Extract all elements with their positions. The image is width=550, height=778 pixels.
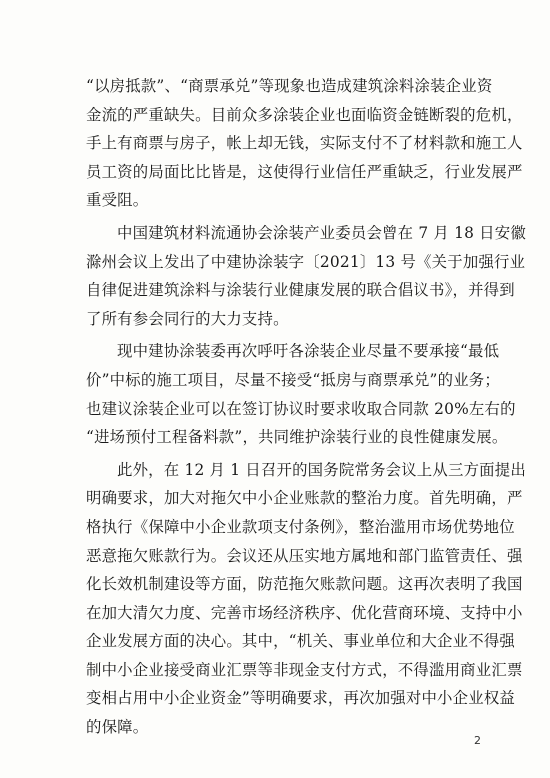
text-line: 此外，在 12 月 1 日召开的国务院常务会议上从三方面提出 bbox=[117, 460, 526, 479]
text-line: 变相占用中小企业资金”等明确要求，再次加强对中小企业权益 bbox=[86, 689, 516, 708]
text-line: 现中建协涂装委再次呼吁各涂装企业尽量不要承接“最低 bbox=[117, 342, 500, 361]
text-line: 企业发展方面的决心。其中，“机关、事业单位和大企业不得强 bbox=[86, 632, 516, 651]
text-line: 格执行《保障中小企业款项支付条例》，整治滥用市场优势地位 bbox=[86, 517, 515, 536]
text-line: 自律促进建筑涂料与涂装行业健康发展的联合倡议书》，并得到 bbox=[86, 281, 515, 300]
text-line: “进场预付工程备料款”，共同维护涂装行业的良性健康发展。 bbox=[86, 428, 508, 447]
document-body bbox=[86, 72, 526, 746]
text-line: 价”中标的施工项目，尽量不接受“抵房与商票承兑”的业务； bbox=[86, 370, 500, 389]
text-line: 金流的严重缺失。目前众多涂装企业也面临资金链断裂的危机， bbox=[86, 105, 523, 124]
text-line: 恶意拖欠账款行为。会议还从压实地方属地和部门监管责任、强 bbox=[86, 546, 523, 565]
text-line: 滁州会议上发出了中建协涂装字〔2021〕13 号《关于加强行业 bbox=[86, 252, 526, 271]
text-line: 的保障。 bbox=[86, 718, 149, 737]
text-line: 制中小企业接受商业汇票等非现金支付方式，不得滥用商业汇票 bbox=[86, 660, 523, 679]
text-line: 化长效机制建设等方面，防范拖欠账款问题。这再次表明了我国 bbox=[86, 575, 523, 594]
paragraph-1 bbox=[86, 72, 523, 215]
text-line: 手上有商票与房子，帐上却无钱，实际支付不了材料款和施工人 bbox=[86, 134, 523, 153]
text-line: 也建议涂装企业可以在签订协议时要求收取合同款 20%左右的 bbox=[86, 399, 516, 418]
paragraph-4 bbox=[86, 456, 526, 742]
text-line: 重受阻。 bbox=[86, 191, 149, 210]
paragraph-3 bbox=[86, 337, 516, 451]
page-number: 2 bbox=[474, 734, 481, 747]
text-line: 了所有参会同行的大力支持。 bbox=[86, 309, 289, 328]
text-line: “以房抵款”、“商票承兑”等现象也造成建筑涂料涂装企业资 bbox=[86, 77, 493, 95]
text-line: 在加大清欠力度、完善市场经济秩序、优化营商环境、支持中小 bbox=[86, 603, 523, 622]
paragraph-2 bbox=[86, 219, 526, 333]
text-line: 明确要求，加大对拖欠中小企业账款的整治力度。首先明确，严 bbox=[86, 489, 523, 508]
text-line: 中国建筑材料流通协会涂装产业委员会曾在 7 月 18 日安徽 bbox=[117, 223, 526, 242]
text-line: 员工资的局面比比皆是，这使得行业信任严重缺乏，行业发展严 bbox=[86, 162, 523, 181]
